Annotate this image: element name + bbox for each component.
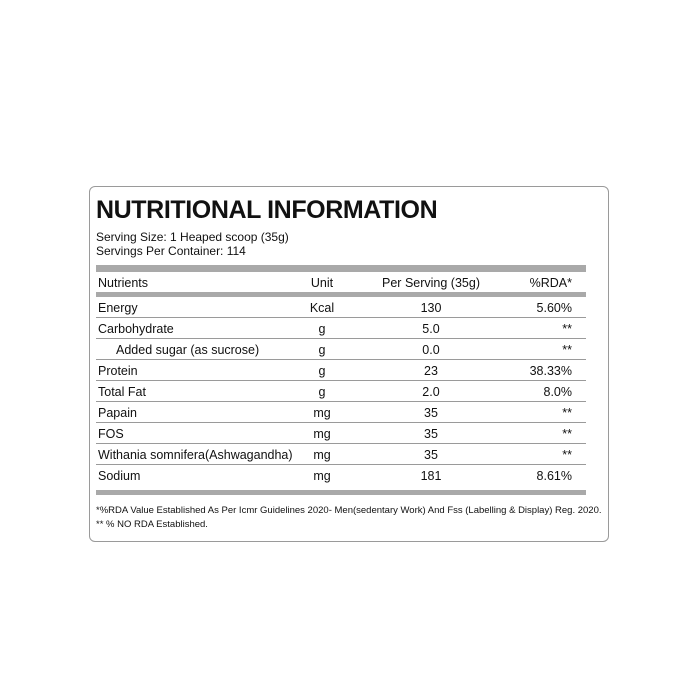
nutrient-unit: mg [313, 427, 331, 441]
nutrient-rda: 8.0% [543, 385, 572, 399]
nutrient-per-serving: 23 [424, 364, 438, 378]
nutrient-row [96, 297, 586, 318]
nutrient-name: Protein [98, 364, 138, 378]
header-rda: %RDA* [529, 276, 572, 290]
nutrient-row [96, 318, 586, 339]
top-divider-bar [96, 265, 586, 272]
servings-per-container: Servings Per Container: 114 [96, 244, 246, 258]
nutrient-unit: g [318, 364, 326, 378]
nutrient-per-serving: 35 [424, 448, 438, 462]
nutrient-rda: ** [562, 322, 572, 336]
nutrient-unit: mg [313, 469, 331, 483]
nutrient-name: Added sugar (as sucrose) [116, 343, 260, 357]
nutrient-per-serving: 35 [424, 406, 438, 420]
nutrient-unit: Kcal [309, 301, 335, 315]
nutrient-rda: ** [562, 343, 572, 357]
nutrient-row [96, 360, 586, 381]
nutrient-rda: ** [562, 406, 572, 420]
nutrition-table [96, 272, 586, 486]
nutrient-name: Energy [98, 301, 138, 315]
nutrient-unit: g [318, 385, 326, 399]
nutrient-unit: g [318, 322, 326, 336]
serving-size: Serving Size: 1 Heaped scoop (35g) [96, 230, 289, 244]
nutrient-row [96, 444, 586, 465]
nutrient-per-serving: 181 [420, 469, 442, 483]
nutrient-per-serving: 5.0 [422, 322, 440, 336]
bottom-divider-bar [96, 490, 586, 495]
nutrient-per-serving: 2.0 [422, 385, 440, 399]
nutrient-rda: ** [562, 448, 572, 462]
header-per-serving: Per Serving (35g) [382, 276, 480, 290]
header-unit: Unit [310, 276, 334, 290]
nutrient-rda: 8.61% [536, 469, 572, 483]
nutrient-rda: 38.33% [529, 364, 572, 378]
nutrient-per-serving: 35 [424, 427, 438, 441]
nutrient-row [96, 339, 586, 360]
nutrient-per-serving: 0.0 [422, 343, 440, 357]
nutrient-per-serving: 130 [420, 301, 442, 315]
nutrient-name: Papain [98, 406, 137, 420]
nutrient-name: Withania somnifera(Ashwagandha) [98, 448, 293, 462]
nutrient-unit: g [318, 343, 326, 357]
nutrient-name: Total Fat [98, 385, 146, 399]
nutrient-row [96, 381, 586, 402]
nutrient-name: Sodium [98, 469, 141, 483]
nutrient-unit: mg [313, 406, 331, 420]
nutrient-row [96, 423, 586, 444]
nutrient-name: Carbohydrate [98, 322, 174, 336]
nutrient-row [96, 465, 586, 486]
header-nutrients: Nutrients [98, 276, 149, 290]
nutrition-label [89, 186, 609, 542]
nutrient-name: FOS [98, 427, 124, 441]
nutrient-rda: 5.60% [536, 301, 572, 315]
table-header-row [96, 272, 586, 293]
footnote-rda: *%RDA Value Established As Per Icmr Guidelines 2020- Men(sedentary Work) And Fss (Labelling & Display) Reg. 2020. [96, 505, 602, 516]
nutrient-unit: mg [313, 448, 331, 462]
label-title: NUTRITIONAL INFORMATION [96, 196, 438, 224]
nutrient-rda: ** [562, 427, 572, 441]
nutrient-row [96, 402, 586, 423]
footnote-no-rda: ** % NO RDA Established. [96, 519, 208, 530]
